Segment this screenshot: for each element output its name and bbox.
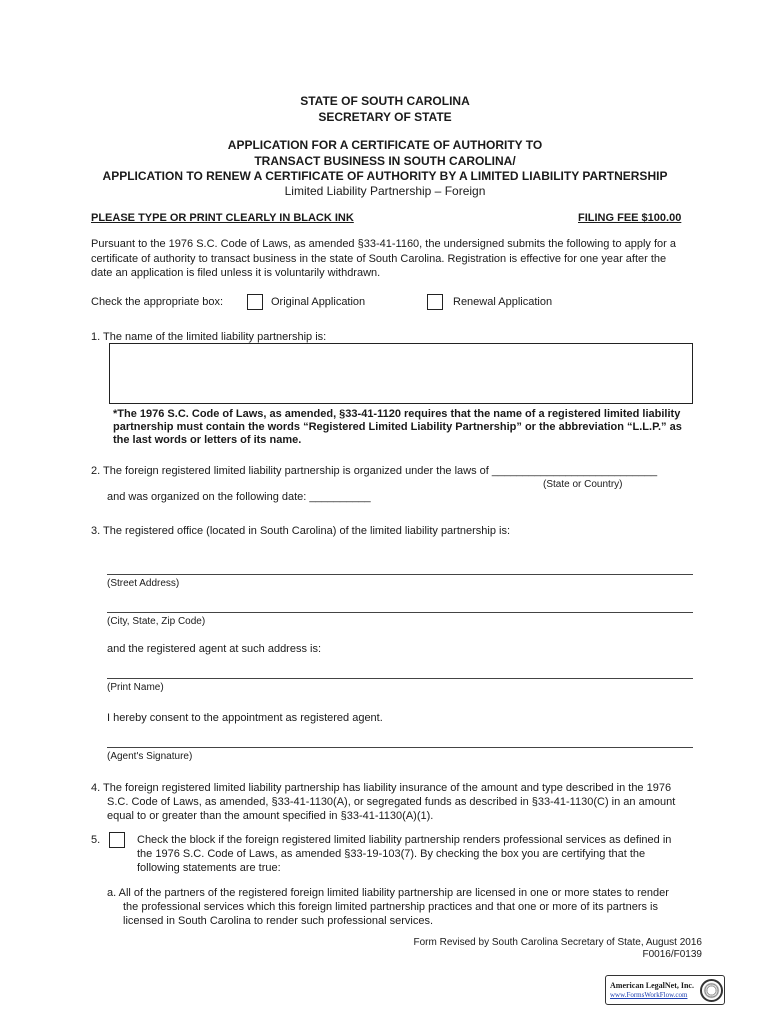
- name-requirement-note-1: *The 1976 S.C. Code of Laws, as amended, §33-41-1120 requires that the name of a registered limited liability: [113, 408, 681, 420]
- intro-line-2: certificate of authority to transact business in the state of South Carolina. Registration is effective for one year after the: [91, 253, 667, 265]
- item-1-label: 1. The name of the limited liability partnership is:: [91, 331, 327, 343]
- print-notice: PLEASE TYPE OR PRINT CLEARLY IN BLACK INK: [91, 212, 354, 224]
- item-2-organized-date-line: and was organized on the following date: __________: [107, 491, 371, 503]
- office-heading: SECRETARY OF STATE: [318, 110, 452, 124]
- item-5-line-3: following statements are true:: [137, 862, 281, 874]
- item-5-number: 5.: [91, 834, 101, 846]
- renewal-application-label: Renewal Application: [453, 296, 553, 308]
- agent-signature-caption: (Agent's Signature): [107, 751, 193, 762]
- filing-fee: FILING FEE $100.00: [578, 212, 682, 224]
- intro-line-1: Pursuant to the 1976 S.C. Code of Laws, as amended §33-41-1160, the undersigned submits the following to apply for a: [91, 238, 676, 250]
- item-5-line-1: Check the block if the foreign registered limited liability partnership renders professional services as defined in: [137, 834, 672, 846]
- partnership-name-field[interactable]: [109, 343, 693, 404]
- item-5a-line-3: licensed in South Carolina to render such professional services.: [123, 915, 433, 927]
- state-or-country-caption: (State or Country): [543, 479, 623, 490]
- form-title-line-1: APPLICATION FOR A CERTIFICATE OF AUTHORITY TO: [227, 138, 543, 152]
- item-3-label: 3. The registered office (located in South Carolina) of the limited liability partnership is:: [91, 525, 511, 537]
- item-5-line-2: the 1976 S.C. Code of Laws, as amended §33-19-103(7). By checking the box you are certifying that the: [137, 848, 646, 860]
- publisher-seal-icon: [700, 979, 723, 1002]
- name-requirement-note-3: the last words or letters of its name.: [113, 434, 302, 446]
- agent-signature-line[interactable]: [107, 747, 693, 748]
- state-heading: STATE OF SOUTH CAROLINA: [300, 94, 470, 108]
- application-type-prompt: Check the appropriate box:: [91, 296, 224, 308]
- original-application-checkbox[interactable]: [247, 294, 263, 310]
- form-title-line-2: TRANSACT BUSINESS IN SOUTH CAROLINA/: [254, 154, 516, 168]
- street-address-caption: (Street Address): [107, 578, 180, 589]
- item-2-jurisdiction-line: 2. The foreign registered limited liability partnership is organized under the laws of ___________________________: [91, 465, 658, 477]
- street-address-line[interactable]: [107, 574, 693, 575]
- agent-print-name-line[interactable]: [107, 678, 693, 679]
- city-state-zip-caption: (City, State, Zip Code): [107, 616, 206, 627]
- form-title-line-3: APPLICATION TO RENEW A CERTIFICATE OF AUTHORITY BY A LIMITED LIABILITY PARTNERSHIP: [102, 169, 668, 183]
- publisher-logo: [605, 975, 725, 1005]
- publisher-name: American LegalNet, Inc.: [610, 981, 694, 990]
- renewal-application-checkbox[interactable]: [427, 294, 443, 310]
- name-requirement-note-2: partnership must contain the words “Registered Limited Liability Partnership” or the abbreviation “L.L.P.” as: [113, 421, 682, 433]
- form-subtitle: Limited Liability Partnership – Foreign: [284, 184, 486, 198]
- city-state-zip-line[interactable]: [107, 612, 693, 613]
- professional-services-checkbox[interactable]: [109, 832, 125, 848]
- form-revision-note: Form Revised by South Carolina Secretary of State, August 2016: [413, 937, 702, 948]
- item-5a-line-2: the professional services which this foreign limited partnership practices and that one or more of its partners is: [123, 901, 658, 913]
- item-4-line-1: 4. The foreign registered limited liability partnership has liability insurance of the amount and type described in the 1976: [91, 782, 672, 794]
- publisher-link[interactable]: www.FormsWorkFlow.com: [610, 991, 688, 999]
- original-application-label: Original Application: [271, 296, 366, 308]
- intro-line-3: date an application is filed unless it is voluntarily withdrawn.: [91, 267, 381, 279]
- item-4-line-3: equal to or greater than the amount specified in §33-41-1130(A)(1).: [107, 810, 434, 822]
- item-4-line-2: S.C. Code of Laws, as amended, §33-41-1130(A), or segregated funds as described in §33-41-1130(C) in an amount: [107, 796, 676, 808]
- item-5a-line-1: a. All of the partners of the registered foreign limited liability partnership are licensed in one or more states to render: [107, 887, 669, 899]
- print-name-caption: (Print Name): [107, 682, 164, 693]
- form-number: F0016/F0139: [642, 949, 702, 960]
- agent-consent-label: I hereby consent to the appointment as registered agent.: [107, 712, 383, 724]
- registered-agent-label: and the registered agent at such address is:: [107, 643, 322, 655]
